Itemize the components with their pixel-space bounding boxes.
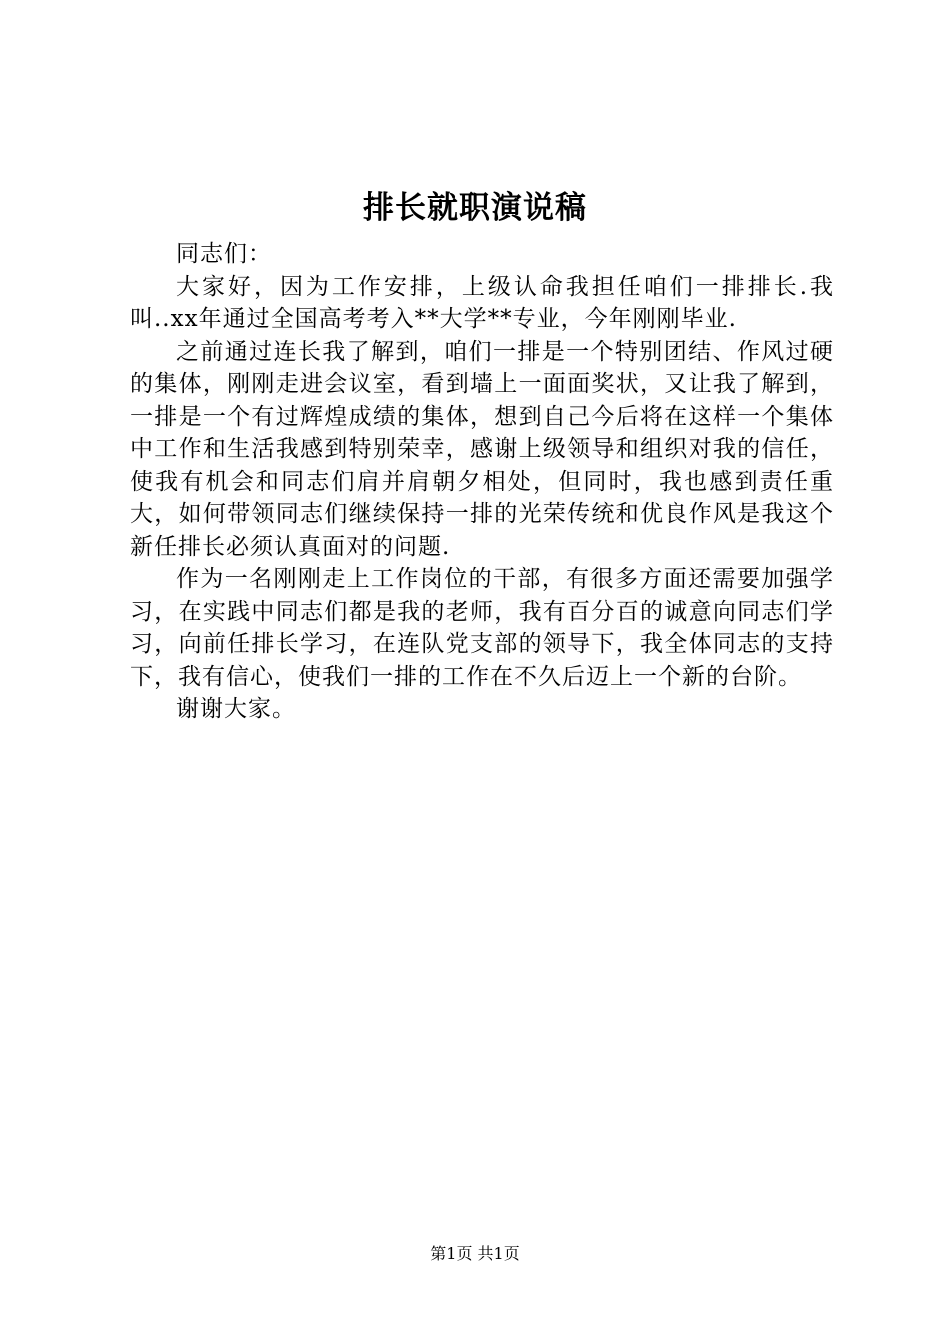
document-title: 排长就职演说稿 xyxy=(363,190,587,226)
paragraph-greeting: 同志们： xyxy=(176,241,272,267)
paragraph-introduction: 大家好，因为工作安排，上级认命我担任咱们一排排长.我叫..xx年通过全国高考考入**大学**专业，今年刚刚毕业. xyxy=(130,273,834,332)
paragraph-closing: 谢谢大家。 xyxy=(176,696,296,722)
paragraph-commitment: 作为一名刚刚走上工作岗位的干部，有很多方面还需要加强学习，在实践中同志们都是我的老师，我有百分百的诚意向同志们学习，向前任排长学习，在连队党支部的领导下，我全体同志的支持下，我有信心，使我们一排的工作在不久后迈上一个新的台阶。 xyxy=(130,566,834,690)
page-footer: 第1页 共1页 xyxy=(430,1244,520,1263)
document-body xyxy=(130,238,834,726)
paragraph-platoon-description: 之前通过连长我了解到，咱们一排是一个特别团结、作风过硬的集体，刚刚走进会议室，看到墙上一面面奖状，又让我了解到，一排是一个有过辉煌成绩的集体，想到自己今后将在这样一个集体中工作和生活我感到特别荣幸，感谢上级领导和组织对我的信任，使我有机会和同志们肩并肩朝夕相处，但同时，我也感到责任重大，如何带领同志们继续保持一排的光荣传统和优良作风是我这个新任排长必须认真面对的问题. xyxy=(130,338,834,560)
